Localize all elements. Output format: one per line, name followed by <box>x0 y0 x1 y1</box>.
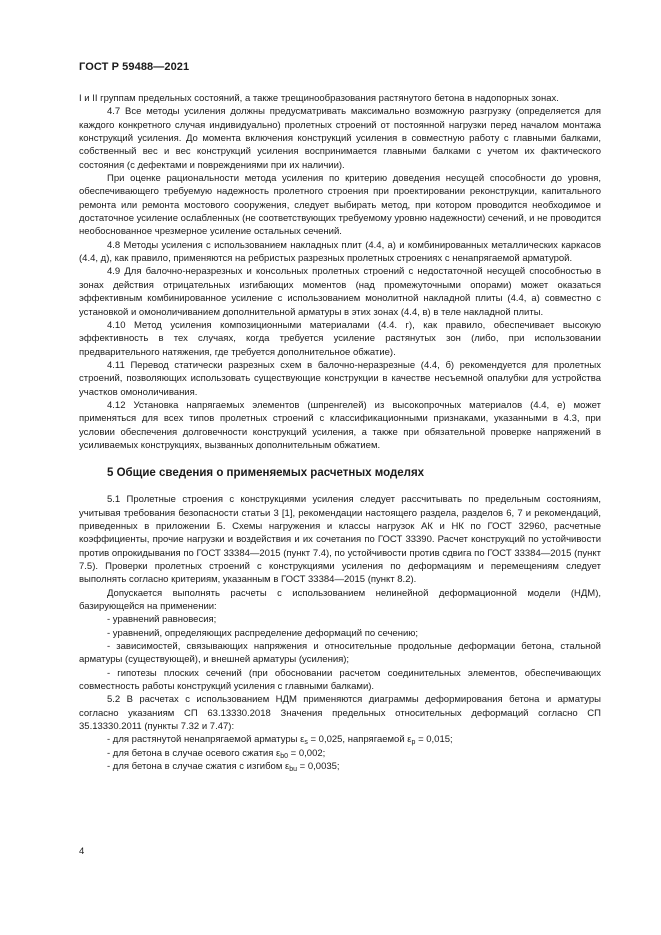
paragraph-4-8: 4.8 Методы усиления с использованием накладных плит (4.4, а) и комбинированных металлических каркасов (4.4, д), как правило, применяются на ребристых разрезных пролетных строениях с ненапрягаемой арматурой. <box>79 239 601 265</box>
section-5-heading: 5 Общие сведения о применяемых расчетных моделях <box>107 467 425 480</box>
list-item-plane-sections: - гипотезы плоских сечений (при обосновании расчетом соединительных элементов, обеспечивающих совместность работы конструкций усиления с главными балками). <box>79 667 601 693</box>
paragraph-5-1: 5.1 Пролетные строения с конструкциями усиления следует рассчитывать по предельным состояниям, учитывая требования безопасности статьи 3 [1], рекомендации настоящего раздела, разделов 6, 7 и рекомендаций, приведенных в приложении Б. Схемы нагружения и классы нагрузок АК и НК по ГОСТ 32960, расчетные коэффициенты, прочие нагрузки и воздействия и их сочетания по ГОСТ 33390. Расчет конструкций по устойчивости против опрокидывания по ГОСТ 33384—2015 (пункт 7.4), по устойчивости против сдвига по ГОСТ 33384—2015 (пункт 7.5). Проверки пролетных строений с конструкциями усиления по деформациям и перемещениям следует выполнять согласно критериям, указанным в ГОСТ 33384—2015 (пункт 8.2). <box>79 494 601 586</box>
strain-item-bending-compression: - для бетона в случае сжатия с изгибом $\varepsilon_{bu} = 0,0035$; <box>107 761 340 774</box>
paragraph-continuation: I и II группам предельных состояний, а также трещинообразования растянутого бетона в надопорных зонах. <box>79 93 559 104</box>
paragraph-5-2: 5.2 В расчетах с использованием НДМ применяются диаграммы деформирования бетона и арматуры согласно указаниям СП 63.13330.2018 Значения предельных относительных деформаций согласно СП 35.13330.2011 (пункты 7.32 и 7.47): <box>79 694 601 733</box>
paragraph-4-10: 4.10 Метод усиления композиционными материалами (4.4. г), как правило, обеспечивает высокую эффективность в тех случаях, когда требуется усиление растянутых зон (либо, при использовании предварительного натяжения, где требуется дополнительное обжатие). <box>79 319 601 358</box>
page-number: 4 <box>79 846 85 857</box>
paragraph-4-9: 4.9 Для балочно-неразрезных и консольных пролетных строений с недостаточной несущей способностью в зонах действия отрицательных изгибающих моментов (над промежуточными опорами) может оказаться эффективным комбинированное усиление с использованием монолитной накладной плиты (4.4, а) совместно с установкой и омоноличиванием дополнительной арматуры в этих зонах (4.4, в) в теле накладной плиты. <box>79 266 601 318</box>
paragraph-4-11: 4.11 Перевод статически разрезных схем в балочно-неразрезные (4.4, б) рекомендуется для пролетных строений, позволяющих использовать существующие конструкции в качестве несъемной опалубки для устройства участков омоноличивания. <box>79 359 601 398</box>
paragraph-rationality: При оценке рациональности метода усиления по критерию доведения несущей способности до уровня, обеспечивающего требуемую надежность пролетного строения при проектировании реконструкции, капитального ремонта или ремонта мостового сооружения, следует выбирать метод, при котором проводится необходимое и достаточное усиление ослабленных (не соответствующих требуемому уровню надежности) сечений, и не проводится необоснованное чрезмерное усиление остальных сечений. <box>79 173 601 238</box>
paragraph-ndm-intro: Допускается выполнять расчеты с использованием нелинейной деформационной модели (НДМ), базирующейся на применении: <box>79 587 601 613</box>
paragraph-4-12: 4.12 Установка напрягаемых элементов (шпренгелей) из высокопрочных материалов (4.4, е) может применяться для всех типов пролетных строений с классификационными признаками, указанными в 4.3, при условии обеспечения долговечности конструкций усиления, а также при обязательной проверке напряжений в усиливаемых конструкциях, вызванных дополнительным обжатием. <box>79 399 601 451</box>
strain-item-axial-compression: - для бетона в случае осевого сжатия $\varepsilon_{b0} = 0,002$; <box>107 747 326 760</box>
list-item-equilibrium: - уравнений равновесия; <box>107 614 217 626</box>
document-header: ГОСТ Р 59488—2021 <box>79 61 190 73</box>
strain-item-reinforcement: - для растянутой ненапрягаемой арматуры $\varepsilon_s = 0,025$, напрягаемой $\varepsilon_p = 0,015$; <box>107 734 453 747</box>
paragraph-4-7: 4.7 Все методы усиления должны предусматривать максимально возможную разгрузку (определяется для каждого конкретного случая индивидуально) пролетных строений от постоянной нагрузки перед началом монтажа конструкций усиления. До момента включения конструкций усиления в совместную работу с главными балками, собственный вес и вес конструкций усиления воспринимается главными балками с учетом их фактического состояния (с дефектами и повреждениями при их наличии). <box>79 106 601 171</box>
list-item-dependencies: - зависимостей, связывающих напряжения и относительные продольные деформации бетона, стальной арматуры (существующей), и внешней арматуры (усиления); <box>79 641 601 666</box>
list-item-strain-distribution: - уравнений, определяющих распределение деформаций по сечению; <box>107 627 419 639</box>
page-body <box>79 92 601 774</box>
